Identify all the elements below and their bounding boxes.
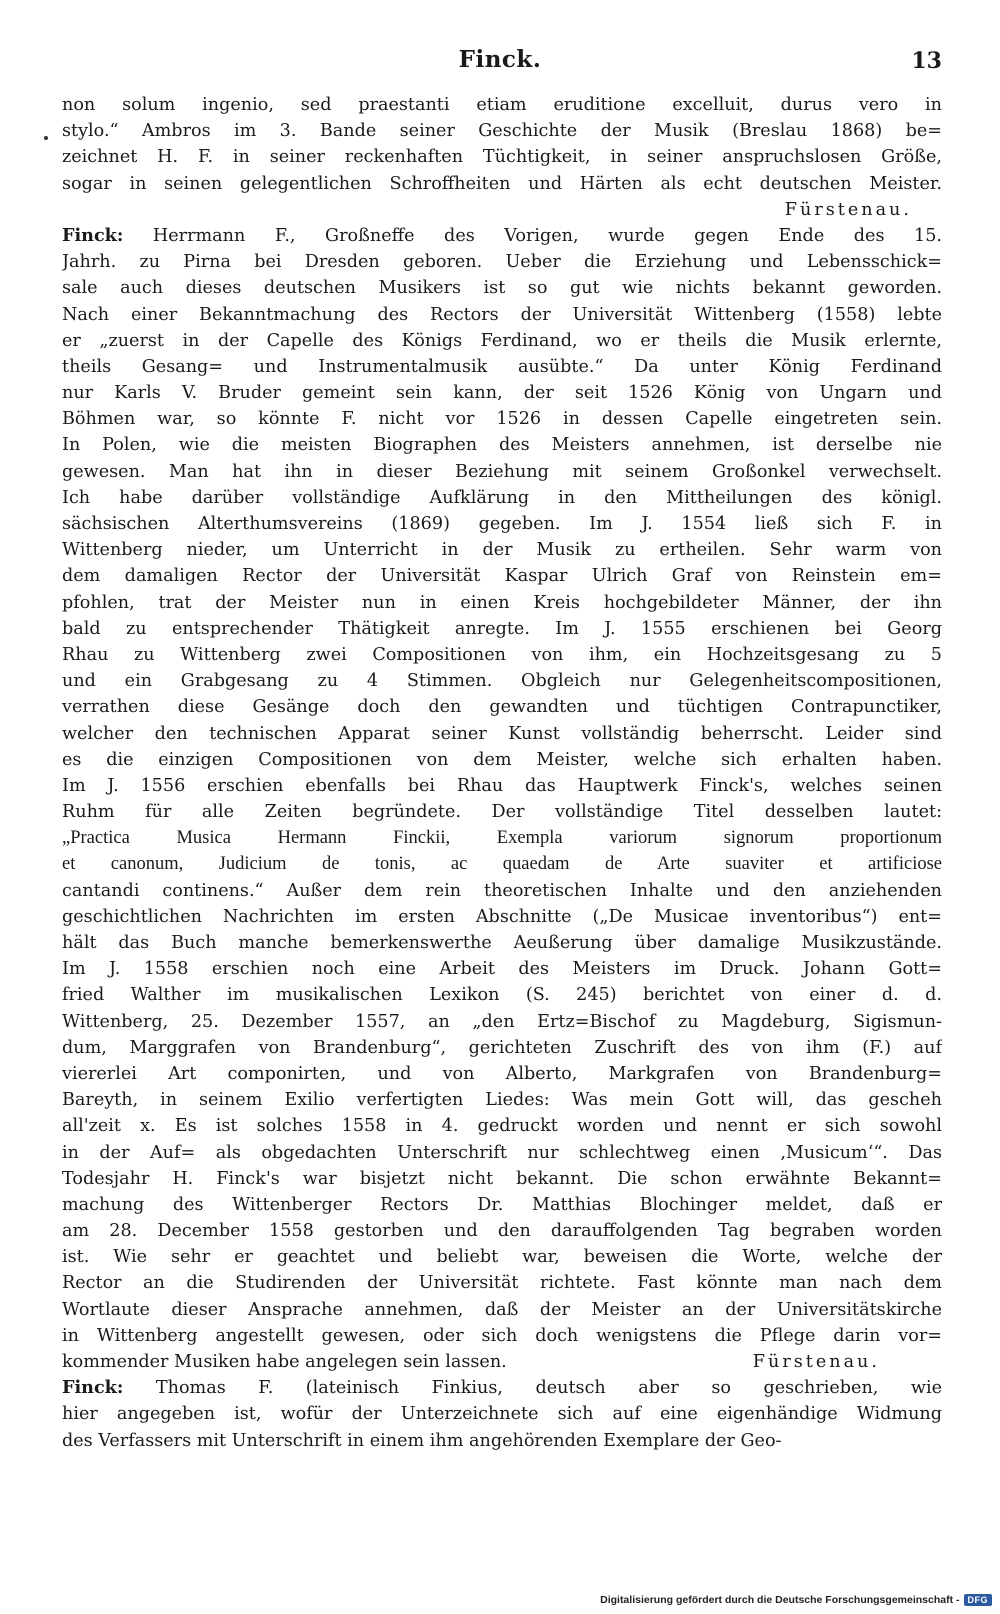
running-title: Finck. (458, 46, 542, 73)
text-line: sächsischen Alterthumsvereins (1869) gegeben. Im J. 1554 ließ sich F. in (62, 514, 942, 534)
text-line: dum, Marggrafen von Brandenburg“, gerichteten Zuschrift des von ihm (F.) auf (62, 1037, 942, 1058)
author-signature: Fürstenau. (784, 199, 912, 220)
text-line: sogar in seinen gelegentlichen Schroffheiten und Härten als echt deutschen Meister. (62, 173, 942, 194)
dfg-logo: DFG (964, 1594, 993, 1606)
body-text (62, 92, 942, 1454)
text-line: des Verfassers mit Unterschrift in einem ihm angehörenden Exemplare der Geo- (62, 1430, 782, 1451)
entry-heading-line (62, 1375, 942, 1401)
text-line: Bareyth, in seinem Exilio verfertigten Liedes: Was mein Gott will, das gescheh (62, 1090, 942, 1111)
text-line: Wittenberg nieder, um Unterricht in der Musik zu ertheilen. Sehr warm von (62, 540, 942, 561)
entry-headword: Finck: (62, 224, 124, 246)
entry-headword: Finck: (62, 1377, 124, 1399)
text-line: hier angegeben ist, wofür der Unterzeichnete sich auf eine eigenhändige Widmung (62, 1404, 942, 1425)
entry-heading-line (62, 223, 942, 249)
text-line: nur Karls V. Bruder gemeint sein kann, der seit 1526 König von Ungarn und (62, 383, 942, 404)
text-line: Im J. 1558 erschien noch eine Arbeit des Meisters im Druck. Johann Gott= (62, 959, 942, 980)
text-line: Ich habe darüber vollständige Aufklärung in den Mittheilungen des königl. (62, 487, 942, 508)
text-line: am 28. December 1558 gestorben und den darauffolgenden Tag begraben worden (62, 1221, 942, 1242)
page-number: 13 (911, 48, 942, 74)
entry-heading-rest: Herrmann F., Großneffe des Vorigen, wurde gegen Ende des 15. (123, 225, 942, 246)
text-line-content: kommender Musiken habe angelegen sein lassen. (62, 1352, 507, 1372)
latin-title-line: „Practica Musica Hermann Finckii, Exempla variorum signorum proportionum (62, 828, 942, 849)
text-line: gewesen. Man hat ihn in dieser Beziehung mit seinem Großonkel verwechselt. (62, 461, 942, 482)
text-line: viererlei Art componirten, und von Alberto, Markgrafen von Brandenburg= (62, 1063, 942, 1084)
footer-credit: Digitalisierung gefördert durch die Deutsche Forschungsgemeinschaft - (600, 1594, 960, 1606)
text-line: all'zeit x. Es ist solches 1558 in 4. gedruckt worden und nennt er sich sowohl (62, 1116, 942, 1137)
text-line: fried Walther im musikalischen Lexikon (S. 245) berichtet von einer d. d. (62, 985, 942, 1006)
text-line: In Polen, wie die meisten Biographen des Meisters annehmen, ist derselbe nie (62, 435, 942, 456)
text-line: hält das Buch manche bemerkenswerthe Aeußerung über damalige Musikzustände. (62, 933, 942, 953)
text-line: dem damaligen Rector der Universität Kaspar Ulrich Graf von Reinstein em= (62, 566, 942, 587)
text-line: Im J. 1556 erschien ebenfalls bei Rhau das Hauptwerk Finck's, welches seinen (62, 775, 942, 796)
text-line: Jahrh. zu Pirna bei Dresden geboren. Ueber die Erziehung und Lebensschick= (62, 252, 942, 273)
text-line: Böhmen war, so könnte F. nicht vor 1526 in dessen Capelle eingetreten sein. (62, 409, 942, 430)
text-line: Rhau zu Wittenberg zwei Compositionen von ihm, ein Hochzeitsgesang zu 5 (62, 644, 942, 665)
text-line: Todesjahr H. Finck's war bisjetzt nicht bekannt. Die schon erwähnte Bekannt= (62, 1168, 942, 1189)
text-line: welcher den technischen Apparat seiner Kunst vollständig beherrscht. Leider sind (62, 723, 942, 744)
running-head (0, 46, 1000, 76)
entry-heading-rest: Thomas F. (lateinisch Finkius, deutsch aber so geschrieben, wie (123, 1378, 942, 1399)
latin-title-line: et canonum, Judicium de tonis, ac quaedam de Arte suaviter et artificiose (62, 854, 942, 875)
text-line: stylo.“ Ambros im 3. Bande seiner Geschichte der Musik (Breslau 1868) be= (62, 121, 942, 142)
margin-mark (44, 136, 48, 140)
text-line: Wittenberg, 25. Dezember 1557, an „den Ertz=Bischof zu Magdeburg, Sigismun- (62, 1011, 942, 1032)
text-line: in Wittenberg angestellt gewesen, oder sich doch wenigstens die Pflege darin vor= (62, 1325, 942, 1346)
text-line: geschichtlichen Nachrichten im ersten Abschnitte („De Musicae inventoribus“) ent= (62, 906, 942, 927)
text-line: bald zu entsprechender Thätigkeit anregte. Im J. 1555 erschienen bei Georg (62, 618, 942, 639)
text-line: pfohlen, trat der Meister nun in einen Kreis hochgebildeter Männer, der ihn (62, 592, 942, 613)
text-line-with-signature (62, 1349, 942, 1375)
text-line: theils Gesang= und Instrumentalmusik ausübte.“ Da unter König Ferdinand (62, 356, 942, 377)
text-line: machung des Wittenberger Rectors Dr. Matthias Blochinger meldet, daß er (62, 1194, 942, 1215)
text-line: non solum ingenio, sed praestanti etiam eruditione excelluit, durus vero in (62, 95, 942, 115)
text-line: sale auch dieses deutschen Musikers ist so gut wie nichts bekannt geworden. (62, 278, 942, 299)
text-line: in der Auf= als obgedachten Unterschrift nur schlechtweg einen ‚Musicum‘“. Das (62, 1142, 942, 1163)
text-line: Ruhm für alle Zeiten begründete. Der vollständige Titel desselben lautet: (62, 802, 942, 823)
text-line: Nach einer Bekanntmachung des Rectors der Universität Wittenberg (1558) lebte (62, 304, 942, 325)
text-line: Wortlaute dieser Ansprache annehmen, daß der Meister an der Universitätskirche (62, 1299, 942, 1320)
text-line: und ein Grabgesang zu 4 Stimmen. Obgleich nur Gelegenheitscompositionen, (62, 671, 942, 692)
digitization-footer (600, 1592, 992, 1608)
text-line: cantandi continens.“ Außer dem rein theoretischen Inhalte und den anziehenden (62, 880, 942, 901)
text-line: ist. Wie sehr er geachtet und beliebt war, beweisen die Worte, welche der (62, 1247, 942, 1268)
text-line: zeichnet H. F. in seiner reckenhaften Tüchtigkeit, in seiner anspruchslosen Größe, (62, 147, 942, 168)
text-line: er „zuerst in der Capelle des Königs Ferdinand, wo er theils die Musik erlernte, (62, 330, 942, 351)
author-signature: Fürstenau. (752, 1352, 880, 1372)
text-line: verrathen diese Gesänge doch den gewandten und tüchtigen Contrapunctiker, (62, 697, 942, 718)
text-line: Rector an die Studirenden der Universität richtete. Fast könnte man nach dem (62, 1273, 942, 1294)
text-line: es die einzigen Compositionen von dem Meister, welche sich erhalten haben. (62, 749, 942, 770)
